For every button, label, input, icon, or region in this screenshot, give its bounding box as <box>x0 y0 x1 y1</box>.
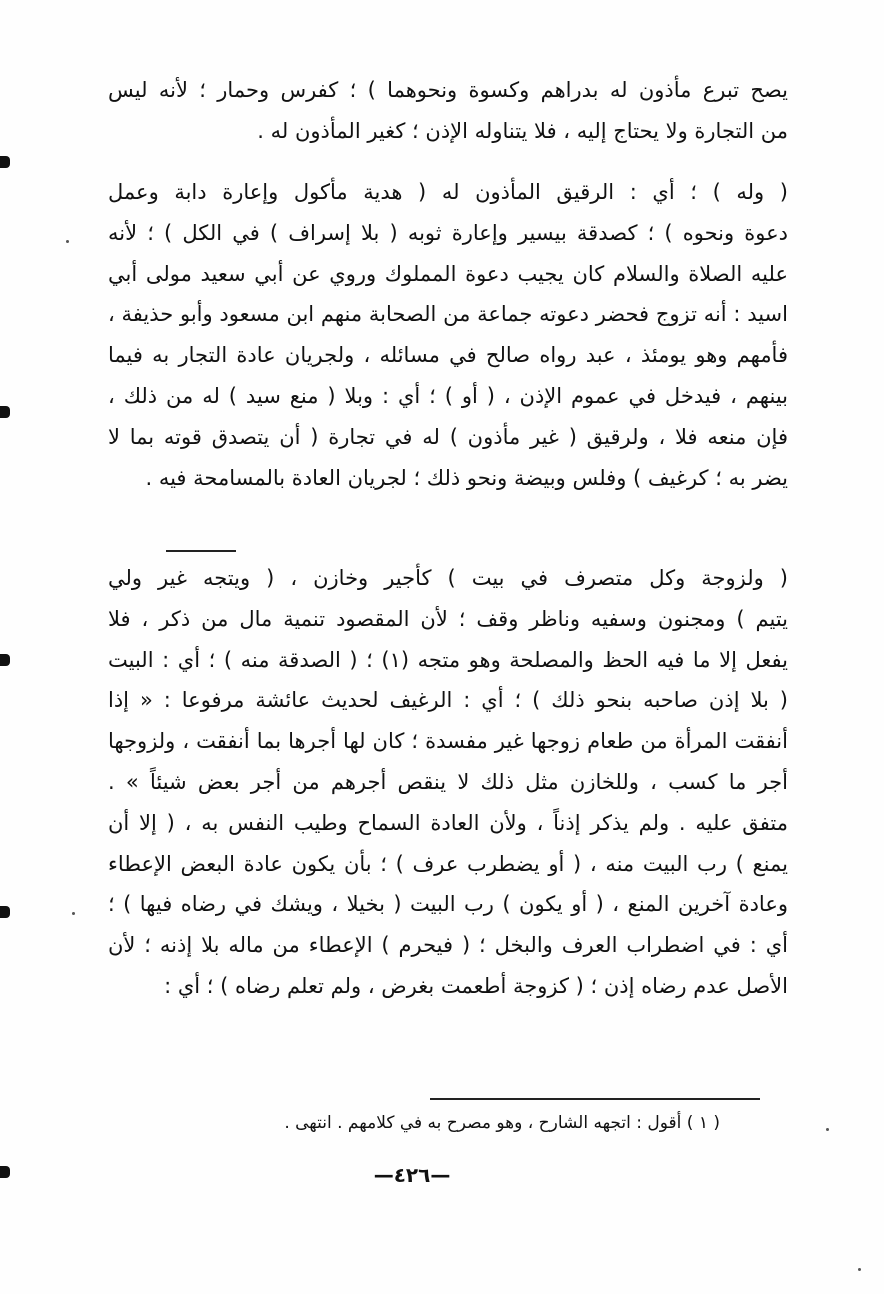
text-line: ( ولزوجة وكل متصرف في بيت ) كأجير وخازن ، ( ويتجه غير ولي <box>108 566 788 590</box>
text-line: دعوة ونحوه ) ؛ كصدقة بيسير وإعارة ثوبه ( بلا إسراف ) في الكل ) ؛ لأنه <box>108 220 788 245</box>
text-line: فأمهم وهو يومئذ ، عبد رواه صالح في مسائله ، ولجريان عادة التجار به فيما <box>108 343 788 368</box>
section-rule <box>166 550 236 552</box>
text-line: يتيم ) ومجنون وسفيه وناظر وقف ؛ لأن المقصود تنمية مال من ذكر ، فلا <box>108 606 788 631</box>
text-line: أنفقت المرأة من طعام زوجها غير مفسدة ؛ كان لها أجرها بما أنفقت ، ولزوجها <box>108 729 788 754</box>
binding-mark <box>0 654 10 666</box>
binding-mark <box>0 906 10 918</box>
scan-speck <box>72 912 75 915</box>
text-line: الأصل عدم رضاه إذن ؛ ( كزوجة أطعمت بغرض ، ولم تعلم رضاه ) ؛ أي : <box>164 973 788 998</box>
text-line: عليه الصلاة والسلام كان يجيب دعوة المملوك وروي عن أبي سعيد مولى أبي <box>108 261 788 286</box>
text-line: أجر ما كسب ، وللخازن مثل ذلك لا ينقص أجرهم من أجر بعض شيئاً » . <box>108 769 788 794</box>
text-line: أي : في اضطراب العرف والبخل ؛ ( فيحرم ) الإعطاء من ماله بلا إذنه ؛ لأن <box>108 933 788 958</box>
text-line: وعادة آخرين المنع ، ( أو يكون ) رب البيت ( بخيلا ، ويشك في رضاه فيها ) ؛ <box>108 892 788 917</box>
binding-mark <box>0 1166 10 1178</box>
text-line: فإن منعه فلا ، ولرقيق ( غير مأذون ) له في تجارة ( أن يتصدق قوته بما لا <box>108 424 788 449</box>
footnote-rule <box>430 1098 760 1100</box>
scan-speck <box>826 1128 829 1131</box>
text-line: بينهم ، فيدخل في عموم الإذن ، ( أو ) ؛ أي : وبلا ( منع سيد ) له من ذلك ، <box>108 383 788 408</box>
scan-speck <box>858 1268 861 1271</box>
text-line: يصح تبرع مأذون له بدراهم وكسوة ونحوهما ) ؛ كفرس وحمار ؛ لأنه ليس <box>108 78 788 102</box>
text-line: يمنع ) رب البيت منه ، ( أو يضطرب عرف ) ؛ بأن يكون عادة البعض الإعطاء <box>108 851 788 876</box>
text-line: متفق عليه . ولم يذكر إذناً ، ولأن العادة السماح وطيب النفس به ، ( إلا أن <box>108 810 788 835</box>
text-line: يفعل إلا ما فيه الحظ والمصلحة وهو متجه (١) ؛ ( الصدقة منه ) ؛ أي : البيت <box>108 647 788 672</box>
binding-mark <box>0 156 10 168</box>
binding-mark <box>0 406 10 418</box>
text-line: اسيد : أنه تزوج فحضر دعوته جماعة من الصحابة منهم ابن مسعود وأبو حذيفة ، <box>108 302 788 327</box>
paragraph-3 <box>108 558 788 1007</box>
text-line: ( بلا إذن صاحبه بنحو ذلك ) ؛ أي : الرغيف لحديث عائشة مرفوعا : « إذا <box>108 688 788 713</box>
paragraph-1 <box>108 70 788 152</box>
text-line: من التجارة ولا يحتاج إليه ، فلا يتناوله الإذن ؛ كغير المأذون له . <box>257 118 788 143</box>
text-line: يضر به ؛ كرغيف ) وفلس وبيضة ونحو ذلك ؛ لجريان العادة بالمسامحة فيه . <box>145 465 788 490</box>
page-number: —٤٢٦— <box>373 1163 451 1187</box>
paragraph-2 <box>108 172 788 498</box>
text-line: ( وله ) ؛ أي : الرقيق المأذون له ( هدية مأكول وإعارة دابة وعمل <box>108 180 788 204</box>
footnote: ( ١ ) أقول : اتجهه الشارح ، وهو مصرح به في كلامهم . انتهى . <box>284 1113 720 1133</box>
scan-speck <box>66 240 69 243</box>
